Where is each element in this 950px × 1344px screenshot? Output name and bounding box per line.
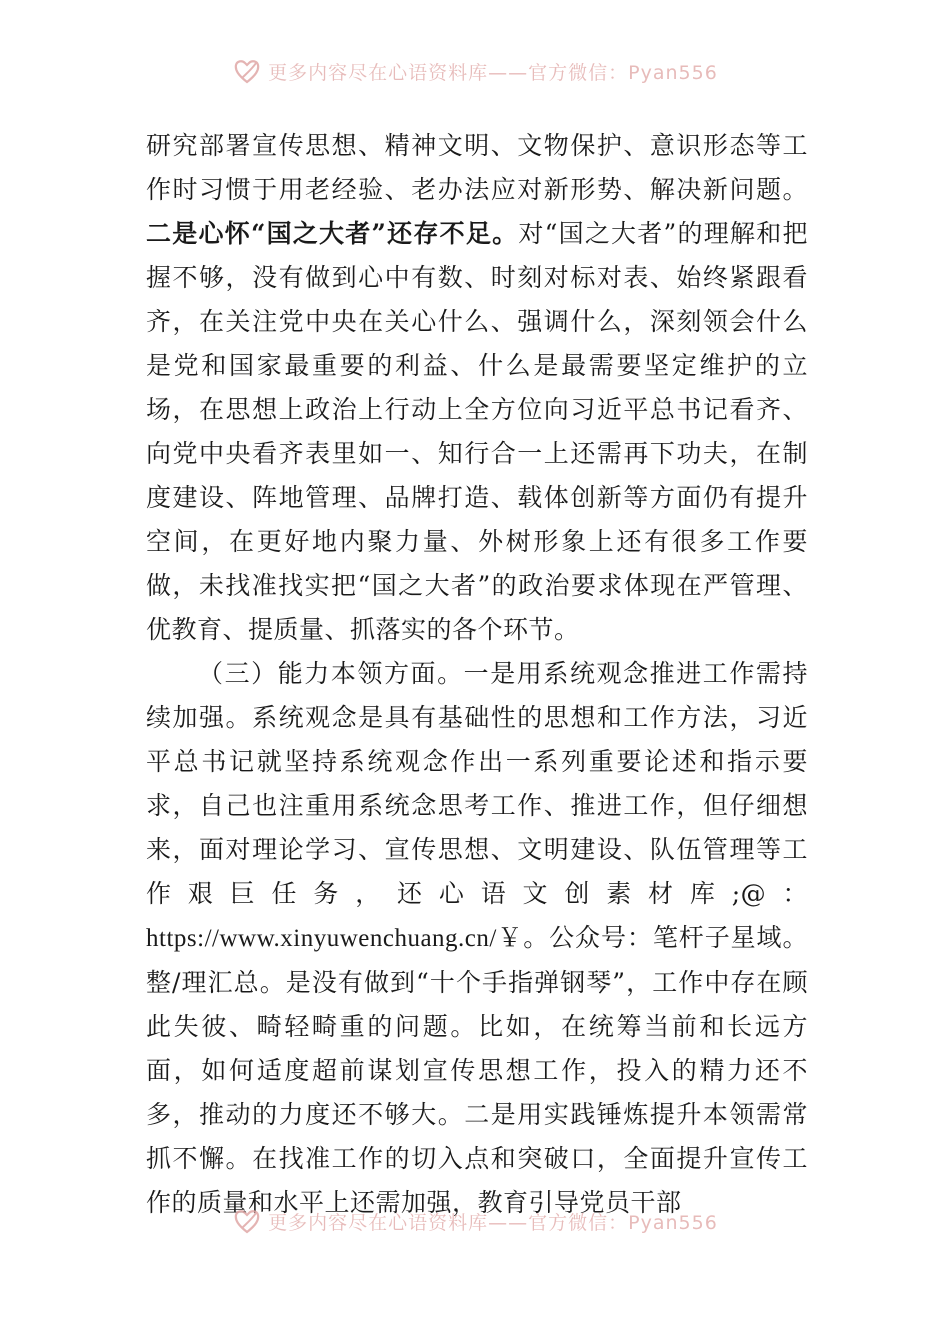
header-watermark (0, 54, 950, 88)
paragraph-2-url: https://www.xinyuwenchuang.cn/ (146, 925, 497, 952)
paragraph-2-text-b: ￥。公众号：笔杆子星域。整/理汇总。是没有做到“十个手指弹钢琴”，工作中存在顾此失彼、畸轻畸重的问题。比如，在统筹当前和长远方面，如何适度超前谋划宣传思想工作，投入的精力还不多，推动的力度还不够大。二是用实践锤炼提升本领需常抓不懈。在找准工作的切入点和突破口，全面提升宣传工作的质量和水平上还需加强，教育引导党员干部 (146, 923, 808, 1217)
paragraph-1-text-b: 对“国之大者”的理解和把握不够，没有做到心中有数、时刻对标对表、始终紧跟看齐，在关注党中央在关心什么、强调什么，深刻领会什么是党和国家最重要的利益、什么是最需要坚定维护的立场，在思想上政治上行动上全方位向习近平总书记看齐、向党中央看齐表里如一、知行合一上还需再下功夫，在制度建设、阵地管理、品牌打造、载体创新等方面仍有提升空间，在更好地内聚力量、外树形象上还有很多工作要做，未找准找实把“国之大者”的政治要求体现在严管理、优教育、提质量、抓落实的各个环节。 (146, 219, 809, 644)
heart-logo-icon (232, 56, 262, 86)
watermark-text: 更多内容尽在心语资料库——官方微信：Pyan556 (268, 61, 718, 84)
paragraph-2-text-a: （三）能力本领方面。一是用系统观念推进工作需持续加强。系统观念是具有基础性的思想和工作方法，习近平总书记就坚持系统观念作出一系列重要论述和指示要求，自己也注重用系统念思考工作、推进工作，但仔细想来，面对理论学习、宣传思想、文明建设、队伍管理等工作艰巨任务，还心语文创素材库;@： (146, 659, 808, 908)
watermark-text: 更多内容尽在心语资料库——官方微信：Pyan556 (268, 1211, 718, 1234)
footer-watermark (0, 1204, 950, 1238)
paragraph-1-bold-heading: 二是心怀“国之大者”还存不足。 (146, 219, 519, 248)
paragraph-2 (146, 652, 808, 1225)
document-body (146, 124, 808, 1225)
paragraph-1 (146, 124, 808, 652)
heart-logo-icon (232, 1206, 262, 1236)
paragraph-1-text-a: 研究部署宣传思想、精神文明、文物保护、意识形态等工作时习惯于用老经验、老办法应对新形势、解决新问题。 (146, 131, 808, 204)
